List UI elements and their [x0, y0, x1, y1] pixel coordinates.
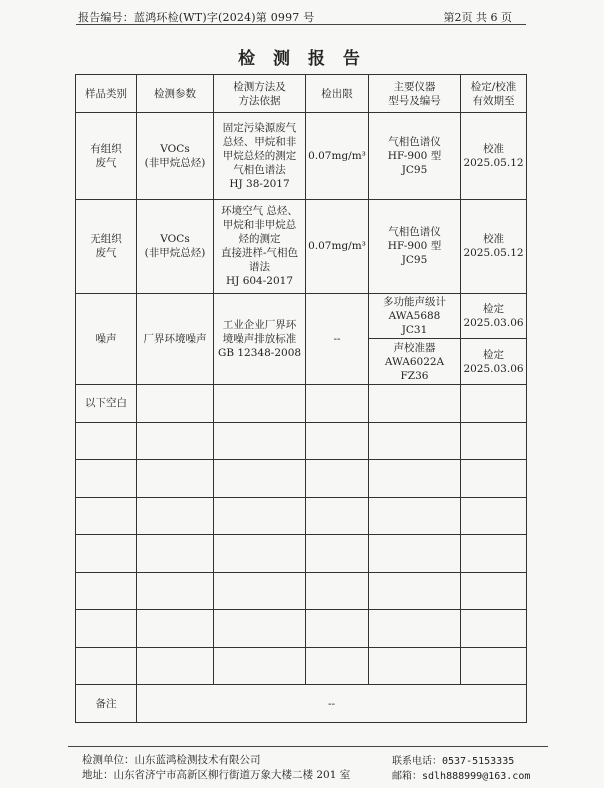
table-row-note: [76, 685, 527, 723]
cell-validity: 校准 2025.05.12: [461, 113, 527, 200]
col-header-limit: 检出限: [306, 75, 369, 113]
table-header-row: [76, 75, 527, 113]
cell-instrument: 气相色谱仪 HF-900 型 JC95: [369, 113, 461, 200]
footer-phone: 联系电话：0537-5153335: [392, 756, 515, 767]
cell-instrument: 气相色谱仪 HF-900 型 JC95: [369, 200, 461, 293]
table-row: [76, 293, 527, 339]
cell-param: VOCs (非甲烷总烃): [137, 200, 214, 293]
col-header-category: 样品类别: [76, 75, 137, 113]
table-row-empty: [76, 535, 527, 573]
cell-limit: 0.07mg/m³: [306, 200, 369, 293]
cell-limit: --: [306, 293, 369, 384]
note-value: --: [137, 685, 527, 723]
cell-method: 工业企业厂界环 境噪声排放标准 GB 12348-2008: [214, 293, 306, 384]
footer-rule: [68, 746, 548, 747]
report-table: [75, 74, 527, 723]
cell-limit: 0.07mg/m³: [306, 113, 369, 200]
col-header-param: 检测参数: [137, 75, 214, 113]
cell-category: 无组织 废气: [76, 200, 137, 293]
table-row-empty: [76, 460, 527, 498]
cell-category: 有组织 废气: [76, 113, 137, 200]
cell-param: VOCs (非甲烷总烃): [137, 113, 214, 200]
col-header-validity: 检定/校准 有效期至: [461, 75, 527, 113]
cell-validity: 检定 2025.03.06: [461, 293, 527, 339]
cell-blank-label: 以下空白: [76, 385, 137, 423]
cell-param: 厂界环境噪声: [137, 293, 214, 384]
footer-unit: 检测单位：山东蓝鸿检测技术有限公司: [82, 754, 261, 766]
table-row-empty: [76, 422, 527, 460]
page-indicator: 第2页 共 6 页: [443, 11, 512, 24]
footer-email: 邮箱：sdlh888999@163.com: [392, 771, 531, 782]
cell-validity-2: 检定 2025.03.06: [461, 339, 527, 385]
table-row-empty: [76, 497, 527, 535]
table-row-blank-label: [76, 385, 527, 423]
table-row-empty: [76, 610, 527, 648]
table-row: [76, 200, 527, 293]
footer-address: 地址：山东省济宁市高新区柳行街道万象大楼二楼 201 室: [82, 769, 351, 781]
header-rule: [76, 24, 526, 25]
cell-method: 环境空气 总烃、 甲烷和非甲烷总 烃的测定 直接进样-气相色 谱法 HJ 604-2017: [214, 200, 306, 293]
table-row: [76, 113, 527, 200]
cell-validity: 校准 2025.05.12: [461, 200, 527, 293]
cell-category: 噪声: [76, 293, 137, 384]
col-header-instrument: 主要仪器 型号及编号: [369, 75, 461, 113]
table-row-empty: [76, 572, 527, 610]
cell-instrument-2: 声校准器 AWA6022A FZ36: [369, 339, 461, 385]
document-title: 检 测 报 告: [238, 49, 366, 69]
table-row-empty: [76, 647, 527, 685]
col-header-method: 检测方法及 方法依据: [214, 75, 306, 113]
report-number: 报告编号：蓝鸿环检(WT)字(2024)第 0997 号: [78, 11, 315, 24]
note-label: 备注: [76, 685, 137, 723]
cell-instrument: 多功能声级计 AWA5688 JC31: [369, 293, 461, 339]
cell-method: 固定污染源废气 总烃、甲烷和非 甲烷总烃的测定 气相色谱法 HJ 38-2017: [214, 113, 306, 200]
